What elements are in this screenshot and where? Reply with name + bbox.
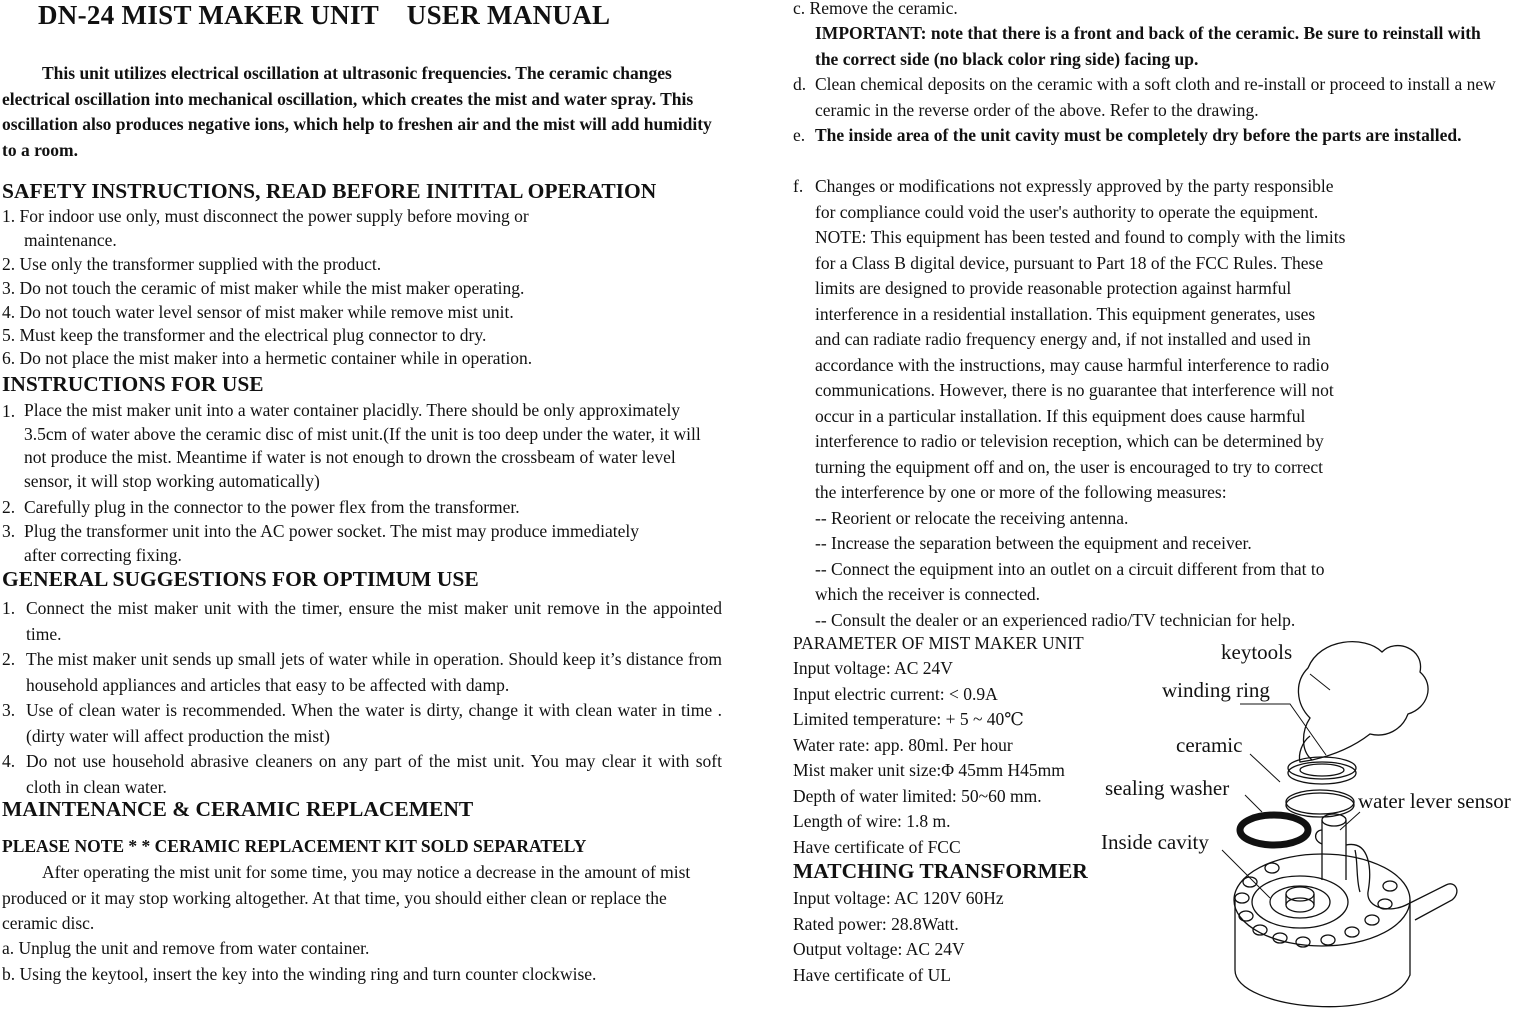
fcc-line: -- Increase the separation between the equipment and receiver. xyxy=(815,533,1252,553)
transformer-item: Have certificate of UL xyxy=(793,964,951,985)
use-item-1-number: 1. xyxy=(2,401,16,421)
fcc-line: -- Reorient or relocate the receiving antenna. xyxy=(815,507,1129,528)
winding-ring-leader xyxy=(1240,704,1326,755)
use-item-2-number: 2. xyxy=(2,497,16,517)
inside-cavity-leader xyxy=(1222,850,1270,898)
fcc-line: communications. However, there is no guarantee that interference will not xyxy=(815,380,1334,400)
step-e xyxy=(793,123,1517,149)
step-e-label: e. xyxy=(793,125,806,145)
safety-item-4: 4. Do not touch water level sensor of mist maker while remove mist unit. xyxy=(2,302,514,322)
fcc-line: interference in a residential installation. This equipment generates, uses xyxy=(815,303,1316,324)
parameters-list xyxy=(793,656,1065,860)
exploded-parts-diagram xyxy=(1090,630,1529,1020)
label-winding-ring: winding ring xyxy=(1162,678,1270,702)
fcc-line: limits are designed to provide reasonable protection against harmful xyxy=(815,278,1292,298)
step-b: b. Using the keytool, insert the key into the winding ring and turn counter clockwise. xyxy=(2,964,597,984)
general-item-1-text: Connect the mist maker unit with the timer, ensure the mist maker unit remove in the appointed time. xyxy=(26,598,722,644)
parameter-item: Input voltage: AC 24V xyxy=(793,658,953,678)
use-item-1 xyxy=(2,399,717,493)
step-f-label: f. xyxy=(793,176,804,196)
ceramic-leader xyxy=(1250,754,1280,782)
fcc-line: accordance with the instructions, may cause harmful interference to radio xyxy=(815,354,1330,375)
fcc-line: the interference by one or more of the following measures: xyxy=(815,482,1227,502)
use-heading: INSTRUCTIONS FOR USE xyxy=(2,372,264,396)
label-sealing-washer: sealing washer xyxy=(1105,776,1230,800)
maintenance-paragraph-text: After operating the mist unit for some time, you may notice a decrease in the amount of mist produced or it may stop working altogether. At that time, you should either clean or replace the ceramic disc. xyxy=(2,862,691,933)
parameter-item: Input electric current: < 0.9A xyxy=(793,683,998,704)
transformer-item: Input voltage: AC 120V 60Hz xyxy=(793,888,1004,908)
sealing-washer-leader xyxy=(1245,795,1262,812)
general-item-3 xyxy=(2,698,722,749)
general-item-1-number: 1. xyxy=(2,598,16,618)
use-item-3-number: 3. xyxy=(2,521,16,541)
fcc-line: for a Class B digital device, pursuant to Part 18 of the FCC Rules. These xyxy=(815,252,1324,273)
fcc-line: -- Consult the dealer or an experienced radio/TV technician for help. xyxy=(815,609,1296,630)
general-item-4-text: Do not use household abrasive cleaners on any part of the mist unit. You may clear it with soft cloth in clean water. xyxy=(26,751,722,797)
safety-item-1-cont: maintenance. xyxy=(24,230,117,250)
parameter-item: Length of wire: 1.8 m. xyxy=(793,811,951,831)
fcc-line: NOTE: This equipment has been tested and found to comply with the limits xyxy=(815,227,1346,247)
intro-text: This unit utilizes electrical oscillation at ultrasonic frequencies. The ceramic changes electrical oscillation into mechanical oscillation, which creates the mist and water spray. This oscillation also produces negative ions, which help to freshen air and the mist will add humidity to a room. xyxy=(2,63,712,160)
parameter-item: Depth of water limited: 50~60 mm. xyxy=(793,785,1042,806)
fcc-notice xyxy=(815,174,1517,633)
transformer-item: Output voltage: AC 24V xyxy=(793,939,965,959)
general-item-4 xyxy=(2,749,722,800)
fcc-line: and can radiate radio frequency energy and, if not installed and used in xyxy=(815,329,1311,349)
label-keytools: keytools xyxy=(1221,640,1293,664)
general-item-3-number: 3. xyxy=(2,700,16,720)
step-c-important: IMPORTANT: note that there is a front and back of the ceramic. Be sure to reinstall with the correct side (no black color ring side) facing up. xyxy=(815,23,1481,69)
transformer-list xyxy=(793,886,1004,988)
intro-paragraph xyxy=(2,61,717,163)
maintenance-heading: MAINTENANCE & CERAMIC REPLACEMENT xyxy=(2,797,474,821)
sealing-washer-drawing xyxy=(1240,815,1308,845)
keytools-leader xyxy=(1310,674,1330,690)
cable-drawing xyxy=(1346,844,1457,920)
water-level-sensor-drawing xyxy=(1322,820,1346,880)
safety-item-6: 6. Do not place the mist maker into a hermetic container while in operation. xyxy=(2,348,533,368)
maintenance-paragraph xyxy=(2,860,717,937)
keytool-drawing xyxy=(1298,642,1428,760)
step-d-label: d. xyxy=(793,74,807,94)
fcc-line: interference to radio or television reception, which can be determined by xyxy=(815,431,1324,451)
safety-item-3: 3. Do not touch the ceramic of mist maker while the mist maker operating. xyxy=(2,278,525,298)
general-item-1 xyxy=(2,596,722,647)
safety-item-5: 5. Must keep the transformer and the electrical plug connector to dry. xyxy=(2,325,487,345)
safety-item-2: 2. Use only the transformer supplied with the product. xyxy=(2,254,382,274)
fcc-line: Changes or modifications not expressly approved by the party responsible xyxy=(815,176,1334,196)
parameter-item: Limited temperature: + 5 ~ 40℃ xyxy=(793,709,1024,729)
parameters-heading: PARAMETER OF MIST MAKER UNIT xyxy=(793,633,1084,653)
use-item-2-text: Carefully plug in the connector to the power flex from the transformer. xyxy=(24,497,520,517)
transformer-item: Rated power: 28.8Watt. xyxy=(793,913,959,934)
page-title: DN-24 MIST MAKER UNIT USER MANUAL xyxy=(38,0,611,30)
step-d-text: Clean chemical deposits on the ceramic with a soft cloth and re-install or proceed to install a new ceramic in the reverse order of the above. Refer to the drawing. xyxy=(815,74,1496,120)
fcc-line: which the receiver is connected. xyxy=(815,584,1040,604)
label-inside-cavity: Inside cavity xyxy=(1101,830,1209,854)
general-item-3-text: Use of clean water is recommended. When the water is dirty, change it with clean water in time .(dirty water will affect production the mist) xyxy=(26,700,722,746)
step-c: c. Remove the ceramic. xyxy=(793,0,958,18)
step-f xyxy=(793,174,1517,633)
parameter-item: Mist maker unit size:Φ 45mm H45mm xyxy=(793,760,1065,780)
step-d xyxy=(793,72,1517,123)
fcc-line: -- Connect the equipment into an outlet on a circuit different from that to xyxy=(815,558,1325,579)
parameter-item: Water rate: app. 80ml. Per hour xyxy=(793,734,1013,755)
mist-maker-body-drawing xyxy=(1235,900,1410,1007)
safety-heading: SAFETY INSTRUCTIONS, READ BEFORE INITITAL OPERATION xyxy=(2,179,657,203)
use-item-3 xyxy=(2,519,652,567)
safety-item-1: 1. For indoor use only, must disconnect the power supply before moving or xyxy=(2,206,529,226)
use-item-3-text: Plug the transformer unit into the AC power socket. The mist may produce immediately after correcting fixing. xyxy=(24,521,639,565)
general-item-2-text: The mist maker unit sends up small jets of water while in operation. Should keep it’s distance from household appliances and articles that easy to be affected with damp. xyxy=(26,649,722,695)
label-water-lever-sensor: water lever sensor xyxy=(1358,789,1511,813)
replacement-kit-note: PLEASE NOTE * * CERAMIC REPLACEMENT KIT SOLD SEPARATELY xyxy=(2,836,587,856)
winding-ring-drawing xyxy=(1288,762,1356,784)
step-a: a. Unplug the unit and remove from water container. xyxy=(2,938,370,958)
label-ceramic: ceramic xyxy=(1176,733,1243,757)
fcc-line: occur in a particular installation. If this equipment does cause harmful xyxy=(815,405,1306,426)
general-item-4-number: 4. xyxy=(2,751,16,771)
parameter-item: Have certificate of FCC xyxy=(793,836,961,857)
fcc-line: for compliance could void the user's authority to operate the equipment. xyxy=(815,201,1319,222)
general-heading: GENERAL SUGGESTIONS FOR OPTIMUM USE xyxy=(2,567,479,591)
fcc-line: turning the equipment off and on, the user is encouraged to try to correct xyxy=(815,456,1323,477)
step-e-text: The inside area of the unit cavity must be completely dry before the parts are installed. xyxy=(815,125,1462,145)
use-item-2 xyxy=(2,495,717,521)
use-item-1-text: Place the mist maker unit into a water container placidly. There should be only approximately 3.5cm of water above the ceramic disc of mist unit.(If the unit is too deep under the water, it will not produce the mist. Meantime if water is not enough to drown the crossbeam of water level sensor, it will stop working automatically) xyxy=(24,400,701,491)
general-item-2-number: 2. xyxy=(2,649,16,669)
general-item-2 xyxy=(2,647,722,698)
water-sensor-leader xyxy=(1340,812,1360,830)
transformer-heading: MATCHING TRANSFORMER xyxy=(793,859,1088,883)
